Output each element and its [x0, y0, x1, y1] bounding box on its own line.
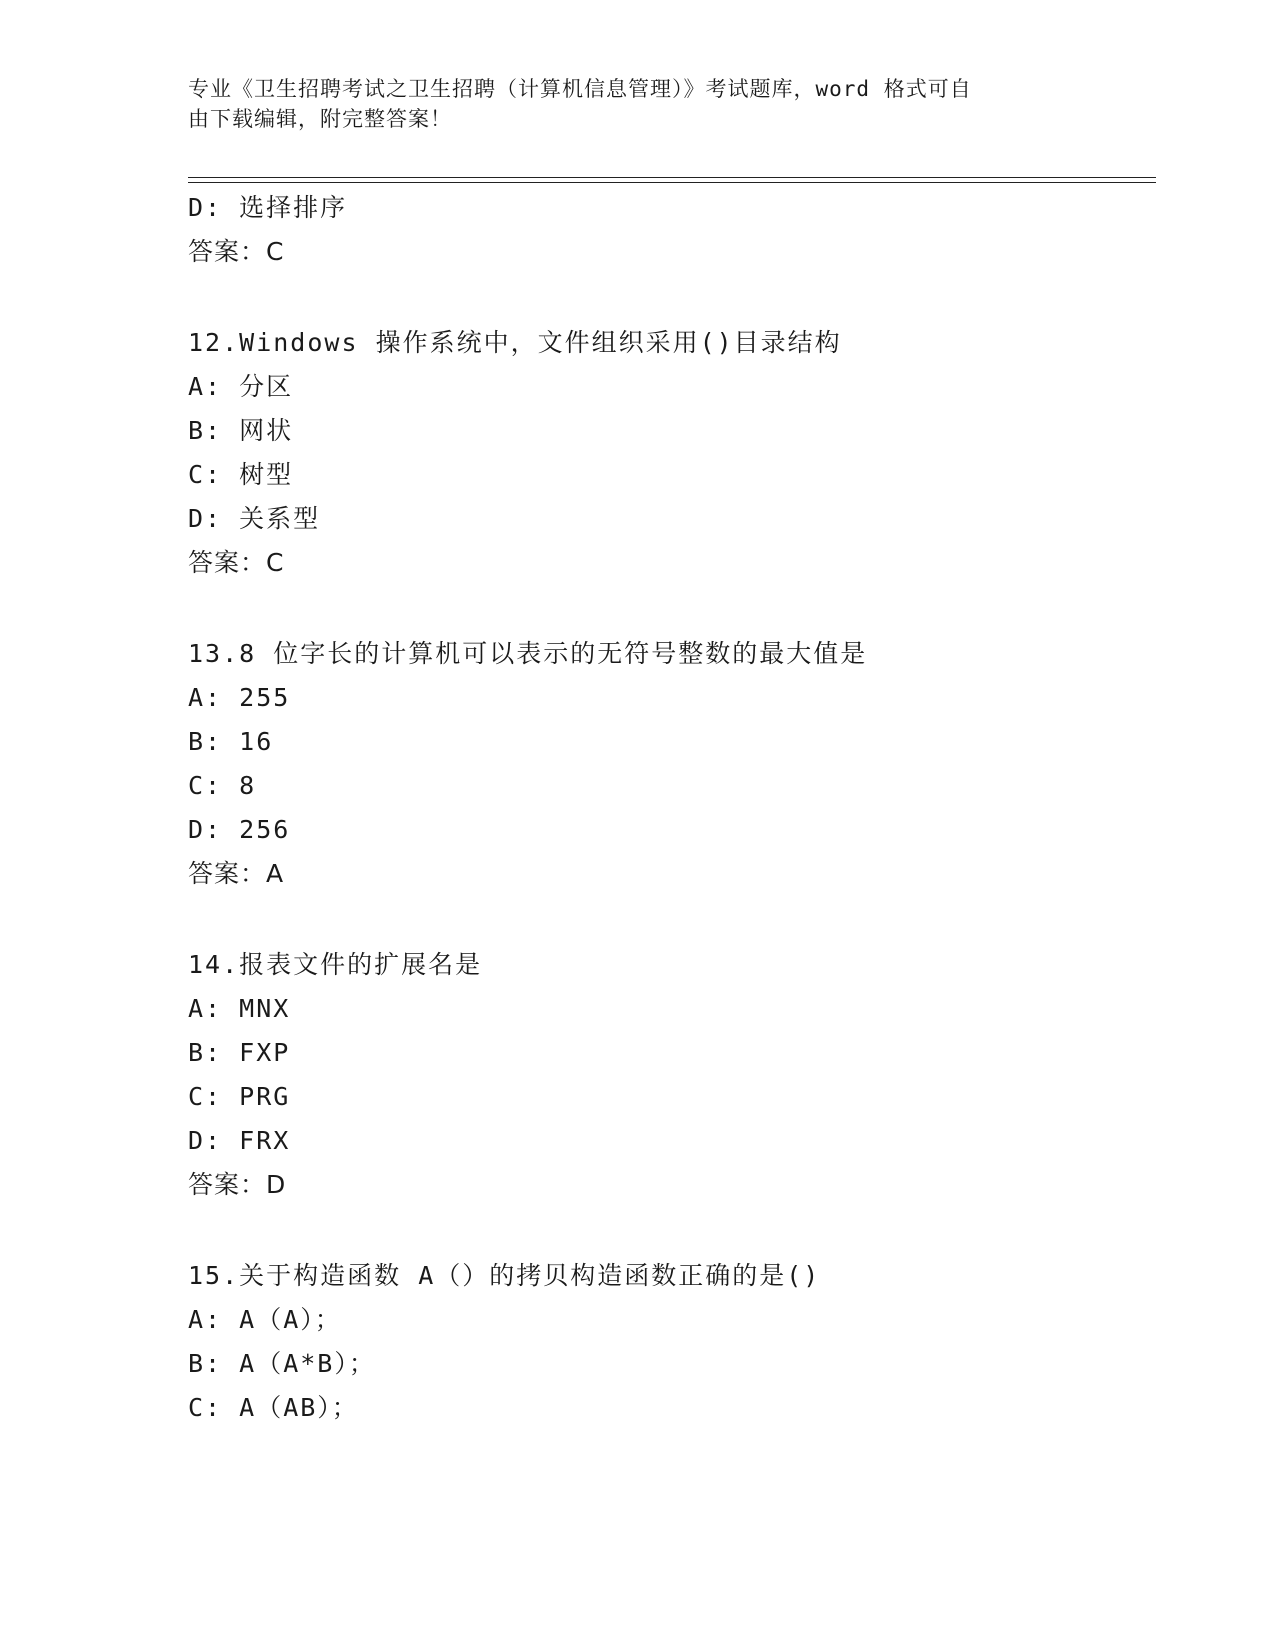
option-c: C: PRG: [188, 1082, 291, 1111]
header-divider-bottom: [188, 182, 1156, 183]
option-d: D: 选择排序: [188, 193, 348, 222]
option-b: B: A（A*B）；: [188, 1349, 376, 1378]
option-a: A: A（A）；: [188, 1305, 342, 1334]
header-line-1: 专业《卫生招聘考试之卫生招聘（计算机信息管理）》考试题库，word 格式可自: [188, 77, 972, 101]
document-header: [188, 74, 1088, 134]
option-b: B: 网状: [188, 416, 294, 445]
option-c: C: A（AB）；: [188, 1393, 359, 1422]
question-stem: 13.8 位字长的计算机可以表示的无符号整数的最大值是: [188, 639, 868, 668]
question-stem: 15.关于构造函数 A（）的拷贝构造函数正确的是(): [188, 1261, 821, 1290]
option-c: C: 8: [188, 771, 257, 800]
option-a: A: 分区: [188, 372, 294, 401]
option-a: A: MNX: [188, 994, 291, 1023]
option-d: D: 256: [188, 815, 291, 844]
option-d: D: FRX: [188, 1126, 291, 1155]
option-a: A: 255: [188, 683, 291, 712]
header-divider-top: [188, 177, 1156, 178]
option-c: C: 树型: [188, 460, 294, 489]
header-line-2: 由下载编辑，附完整答案！: [188, 107, 452, 131]
question-stem: 12.Windows 操作系统中，文件组织采用()目录结构: [188, 328, 842, 357]
answer-line: 答案：C: [188, 548, 285, 577]
answer-line: 答案：C: [188, 237, 285, 266]
answer-line: 答案：D: [188, 1170, 287, 1199]
option-b: B: 16: [188, 727, 274, 756]
option-d: D: 关系型: [188, 504, 321, 533]
option-b: B: FXP: [188, 1038, 291, 1067]
question-stem: 14.报表文件的扩展名是: [188, 950, 483, 979]
answer-line: 答案：A: [188, 859, 285, 888]
